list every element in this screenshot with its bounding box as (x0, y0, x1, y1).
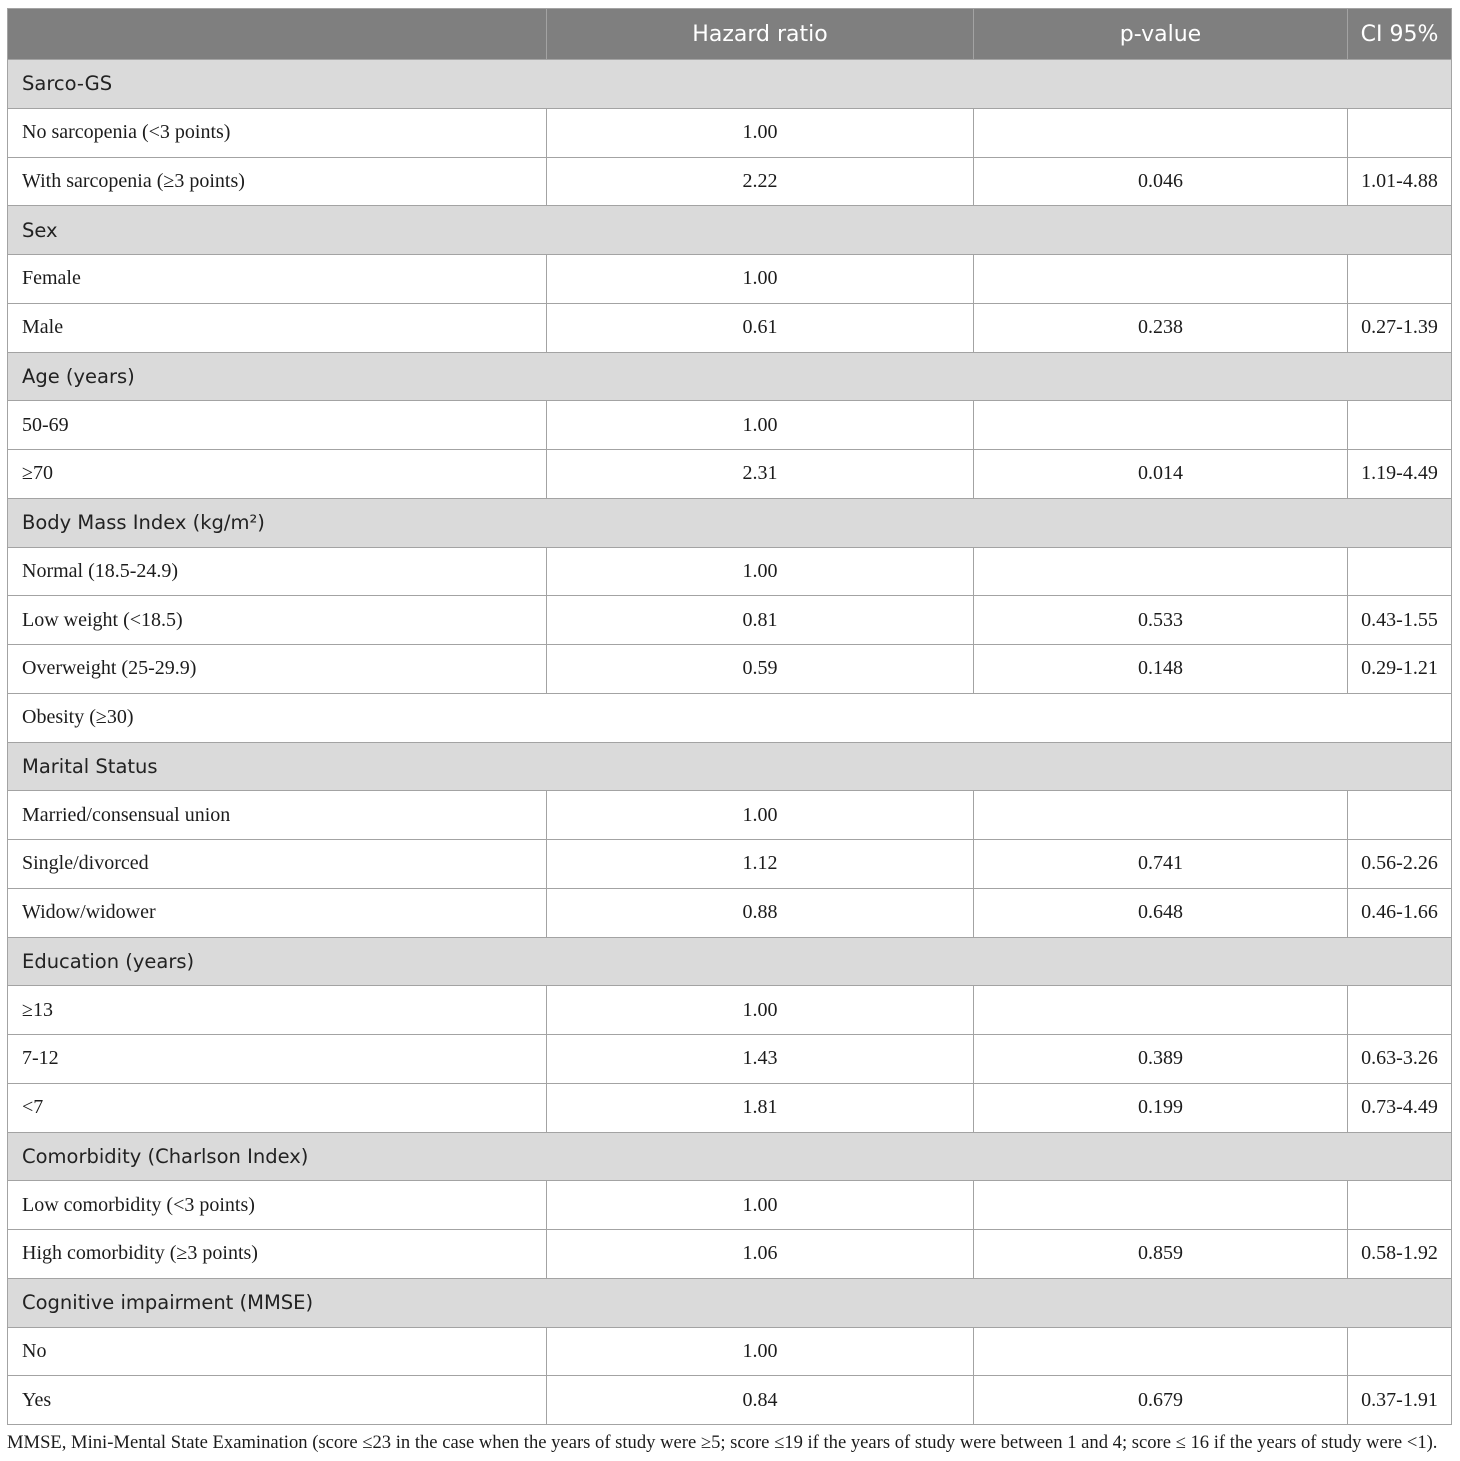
table-row (8, 157, 1451, 206)
ci-95-cell: 0.63-3.26 (1347, 1035, 1451, 1083)
table-row (8, 644, 1451, 693)
table-row (8, 303, 1451, 352)
hazard-ratio-table (7, 8, 1452, 1425)
table-row (8, 839, 1451, 888)
p-value-cell: 0.648 (973, 889, 1347, 937)
section-header-sarco-gs: Sarco-GS (8, 60, 1451, 108)
ci-95-cell: 0.29-1.21 (1347, 645, 1451, 693)
ci-95-cell: 0.27-1.39 (1347, 304, 1451, 352)
hazard-ratio-cell: 0.59 (546, 645, 973, 693)
hazard-ratio-cell: 0.81 (546, 596, 973, 644)
ci-95-cell: 0.58-1.92 (1347, 1230, 1451, 1278)
section-header-age-years: Age (years) (8, 353, 1451, 401)
ci-95-cell: 1.01-4.88 (1347, 158, 1451, 206)
table-row (8, 790, 1451, 839)
table-row (8, 595, 1451, 644)
hazard-ratio-cell: 0.61 (546, 304, 973, 352)
table-row (8, 693, 1451, 742)
row-label: Yes (22, 1388, 52, 1411)
hazard-ratio-cell: 0.84 (546, 1376, 973, 1424)
hazard-ratio-cell: 1.00 (546, 1181, 973, 1229)
ci-95-cell: 0.43-1.55 (1347, 596, 1451, 644)
p-value-cell (973, 109, 1347, 157)
table-header-row (8, 9, 1451, 59)
row-label: Widow/widower (22, 901, 156, 924)
hazard-ratio-cell: 1.00 (546, 109, 973, 157)
table-row (8, 1229, 1451, 1278)
ci-95-cell (1347, 255, 1451, 303)
table-row (8, 108, 1451, 157)
row-label: Low weight (<18.5) (22, 608, 183, 631)
hazard-ratio-cell: 1.81 (546, 1084, 973, 1132)
p-value-cell: 0.679 (973, 1376, 1347, 1424)
row-label: No (22, 1339, 47, 1362)
row-label: With sarcopenia (≥3 points) (22, 169, 245, 192)
p-value-cell: 0.014 (973, 450, 1347, 498)
table-row (8, 1327, 1451, 1376)
table-row (8, 888, 1451, 937)
column-header-p-value: p-value (973, 9, 1347, 59)
section-header-cognitive-impairment-mmse: Cognitive impairment (MMSE) (8, 1279, 1451, 1327)
table-row (8, 1180, 1451, 1229)
row-label: Female (22, 267, 81, 290)
table-row (8, 547, 1451, 596)
hazard-ratio-cell: 1.00 (546, 1328, 973, 1376)
table-footnote: MMSE, Mini-Mental State Examination (score ≤23 in the case when the years of study were ≥5; score ≤19 if the years of study were between 1 and 4; score ≤ 16 if the years of study were <1). (7, 1432, 1438, 1453)
row-label: ≥13 (22, 998, 53, 1021)
p-value-cell: 0.046 (973, 158, 1347, 206)
ci-95-cell (1347, 548, 1451, 596)
ci-95-cell: 0.56-2.26 (1347, 840, 1451, 888)
table-row (8, 985, 1451, 1034)
ci-95-cell: 0.37-1.91 (1347, 1376, 1451, 1424)
section-row (8, 498, 1451, 547)
table-row (8, 400, 1451, 449)
p-value-cell (973, 1328, 1347, 1376)
section-row (8, 59, 1451, 108)
p-value-cell (973, 1181, 1347, 1229)
ci-95-cell (1347, 1328, 1451, 1376)
table-row (8, 1034, 1451, 1083)
row-label: Male (22, 316, 64, 339)
p-value-cell: 0.859 (973, 1230, 1347, 1278)
section-header-education-years: Education (years) (8, 938, 1451, 986)
ci-95-cell (1347, 791, 1451, 839)
section-row (8, 742, 1451, 791)
row-label: No sarcopenia (<3 points) (22, 121, 231, 144)
row-label: Obesity (≥30) (22, 706, 134, 729)
p-value-cell: 0.148 (973, 645, 1347, 693)
hazard-ratio-cell: 1.06 (546, 1230, 973, 1278)
section-row (8, 1278, 1451, 1327)
p-value-cell: 0.238 (973, 304, 1347, 352)
row-label: ≥70 (22, 462, 53, 485)
p-value-cell: 0.389 (973, 1035, 1347, 1083)
row-label: Single/divorced (22, 852, 149, 875)
ci-95-cell (1347, 1181, 1451, 1229)
hazard-ratio-cell: 1.12 (546, 840, 973, 888)
row-label: High comorbidity (≥3 points) (22, 1242, 258, 1265)
section-row (8, 352, 1451, 401)
section-header-marital-status: Marital Status (8, 743, 1451, 791)
p-value-cell (973, 791, 1347, 839)
ci-95-cell: 1.19-4.49 (1347, 450, 1451, 498)
column-header-hazard-ratio: Hazard ratio (546, 9, 973, 59)
p-value-cell: 0.533 (973, 596, 1347, 644)
section-header-sex: Sex (8, 206, 1451, 254)
table-row (8, 1083, 1451, 1132)
table-row (8, 449, 1451, 498)
table-row (8, 1375, 1451, 1424)
p-value-cell (973, 548, 1347, 596)
hazard-ratio-cell: 1.00 (546, 791, 973, 839)
ci-95-cell: 0.46-1.66 (1347, 889, 1451, 937)
row-label: Married/consensual union (22, 803, 231, 826)
row-label: 7-12 (22, 1047, 59, 1070)
hazard-ratio-cell: 2.22 (546, 158, 973, 206)
hazard-ratio-cell: 1.00 (546, 255, 973, 303)
section-row (8, 937, 1451, 986)
hazard-ratio-cell: 1.00 (546, 548, 973, 596)
section-row (8, 1132, 1451, 1181)
hazard-ratio-cell: 2.31 (546, 450, 973, 498)
hazard-ratio-cell: 0.88 (546, 889, 973, 937)
row-label: Normal (18.5-24.9) (22, 559, 179, 582)
section-header-comorbidity-charlson-index: Comorbidity (Charlson Index) (8, 1133, 1451, 1181)
p-value-cell: 0.199 (973, 1084, 1347, 1132)
section-header-body-mass-index-kg-m: Body Mass Index (kg/m²) (8, 499, 1451, 547)
ci-95-cell: 0.73-4.49 (1347, 1084, 1451, 1132)
hazard-ratio-cell: 1.43 (546, 1035, 973, 1083)
table-row (8, 254, 1451, 303)
row-label: <7 (22, 1096, 44, 1119)
row-label: Overweight (25-29.9) (22, 657, 197, 680)
column-header-ci-95: CI 95% (1347, 9, 1451, 59)
p-value-cell: 0.741 (973, 840, 1347, 888)
row-label: Low comorbidity (<3 points) (22, 1193, 255, 1216)
section-row (8, 205, 1451, 254)
hazard-ratio-cell: 1.00 (546, 986, 973, 1034)
ci-95-cell (1347, 401, 1451, 449)
row-label: 50-69 (22, 413, 69, 436)
ci-95-cell (1347, 986, 1451, 1034)
ci-95-cell (1347, 109, 1451, 157)
p-value-cell (973, 401, 1347, 449)
table-body (8, 59, 1451, 1424)
hazard-ratio-cell: 1.00 (546, 401, 973, 449)
p-value-cell (973, 255, 1347, 303)
p-value-cell (973, 986, 1347, 1034)
column-header-variable (8, 9, 546, 59)
